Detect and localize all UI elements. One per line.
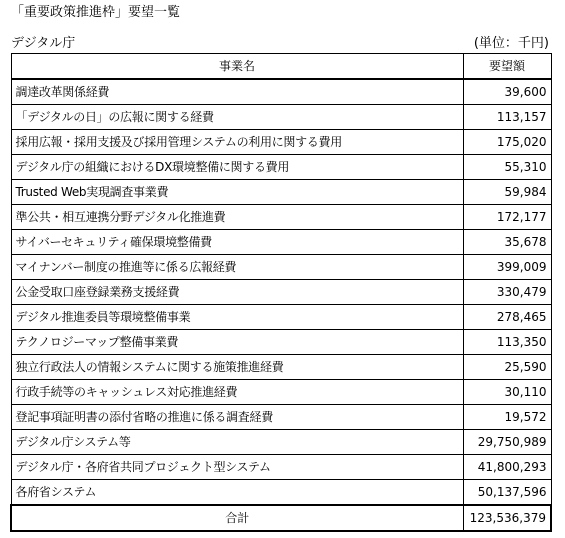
requested-amount-cell: 175,020 [463, 130, 551, 155]
budget-request-table [10, 53, 552, 532]
project-name-cell: 行政手続等のキャッシュレス対応推進経費 [11, 380, 463, 405]
unit-note: (単位：千円) [473, 36, 549, 51]
column-header-project-name: 事業名 [11, 54, 463, 80]
total-row [11, 505, 551, 531]
project-name-cell: デジタル庁・各府省共同プロジェクト型システム [11, 455, 463, 480]
requested-amount-cell: 25,590 [463, 355, 551, 380]
table-row [11, 255, 551, 280]
project-name-cell: 「デジタルの日」の広報に関する経費 [11, 105, 463, 130]
requested-amount-cell: 30,110 [463, 380, 551, 405]
organization-name: デジタル庁 [11, 36, 76, 51]
table-row [11, 79, 551, 105]
requested-amount-cell: 39,600 [463, 79, 551, 105]
table-row [11, 455, 551, 480]
requested-amount-cell: 399,009 [463, 255, 551, 280]
table-row [11, 355, 551, 380]
document-title: 「重要政策推進枠」要望一覧 [11, 5, 181, 20]
table-row [11, 155, 551, 180]
requested-amount-cell: 172,177 [463, 205, 551, 230]
project-name-cell: サイバーセキュリティ確保環境整備費 [11, 230, 463, 255]
table-row [11, 430, 551, 455]
table-row [11, 405, 551, 430]
project-name-cell: デジタル庁システム等 [11, 430, 463, 455]
requested-amount-cell: 19,572 [463, 405, 551, 430]
table-row [11, 280, 551, 305]
project-name-cell: 公金受取口座登録業務支援経費 [11, 280, 463, 305]
table-row [11, 180, 551, 205]
table-row [11, 205, 551, 230]
requested-amount-cell: 35,678 [463, 230, 551, 255]
requested-amount-cell: 55,310 [463, 155, 551, 180]
table-body [11, 79, 551, 505]
total-label: 合計 [11, 505, 463, 531]
total-amount: 123,536,379 [463, 505, 551, 531]
project-name-cell: 独立行政法人の情報システムに関する施策推進経費 [11, 355, 463, 380]
requested-amount-cell: 29,750,989 [463, 430, 551, 455]
table-row [11, 480, 551, 506]
project-name-cell: 登記事項証明書の添付省略の推進に係る調査経費 [11, 405, 463, 430]
requested-amount-cell: 41,800,293 [463, 455, 551, 480]
project-name-cell: 調達改革関係経費 [11, 79, 463, 105]
table-row [11, 330, 551, 355]
table-row [11, 380, 551, 405]
requested-amount-cell: 59,984 [463, 180, 551, 205]
project-name-cell: 各府省システム [11, 480, 463, 506]
project-name-cell: マイナンバー制度の推進等に係る広報経費 [11, 255, 463, 280]
project-name-cell: Trusted Web実現調査事業費 [11, 180, 463, 205]
requested-amount-cell: 278,465 [463, 305, 551, 330]
requested-amount-cell: 113,157 [463, 105, 551, 130]
requested-amount-cell: 330,479 [463, 280, 551, 305]
table-row [11, 105, 551, 130]
project-name-cell: 採用広報・採用支援及び採用管理システムの利用に関する費用 [11, 130, 463, 155]
project-name-cell: テクノロジーマップ整備事業費 [11, 330, 463, 355]
requested-amount-cell: 113,350 [463, 330, 551, 355]
project-name-cell: 準公共・相互連携分野デジタル化推進費 [11, 205, 463, 230]
table-row [11, 130, 551, 155]
table-row [11, 230, 551, 255]
requested-amount-cell: 50,137,596 [463, 480, 551, 506]
column-header-requested-amount: 要望額 [463, 54, 551, 80]
project-name-cell: デジタル庁の組織におけるDX環境整備に関する費用 [11, 155, 463, 180]
project-name-cell: デジタル推進委員等環境整備事業 [11, 305, 463, 330]
table-row [11, 305, 551, 330]
table-header-row [11, 54, 551, 80]
